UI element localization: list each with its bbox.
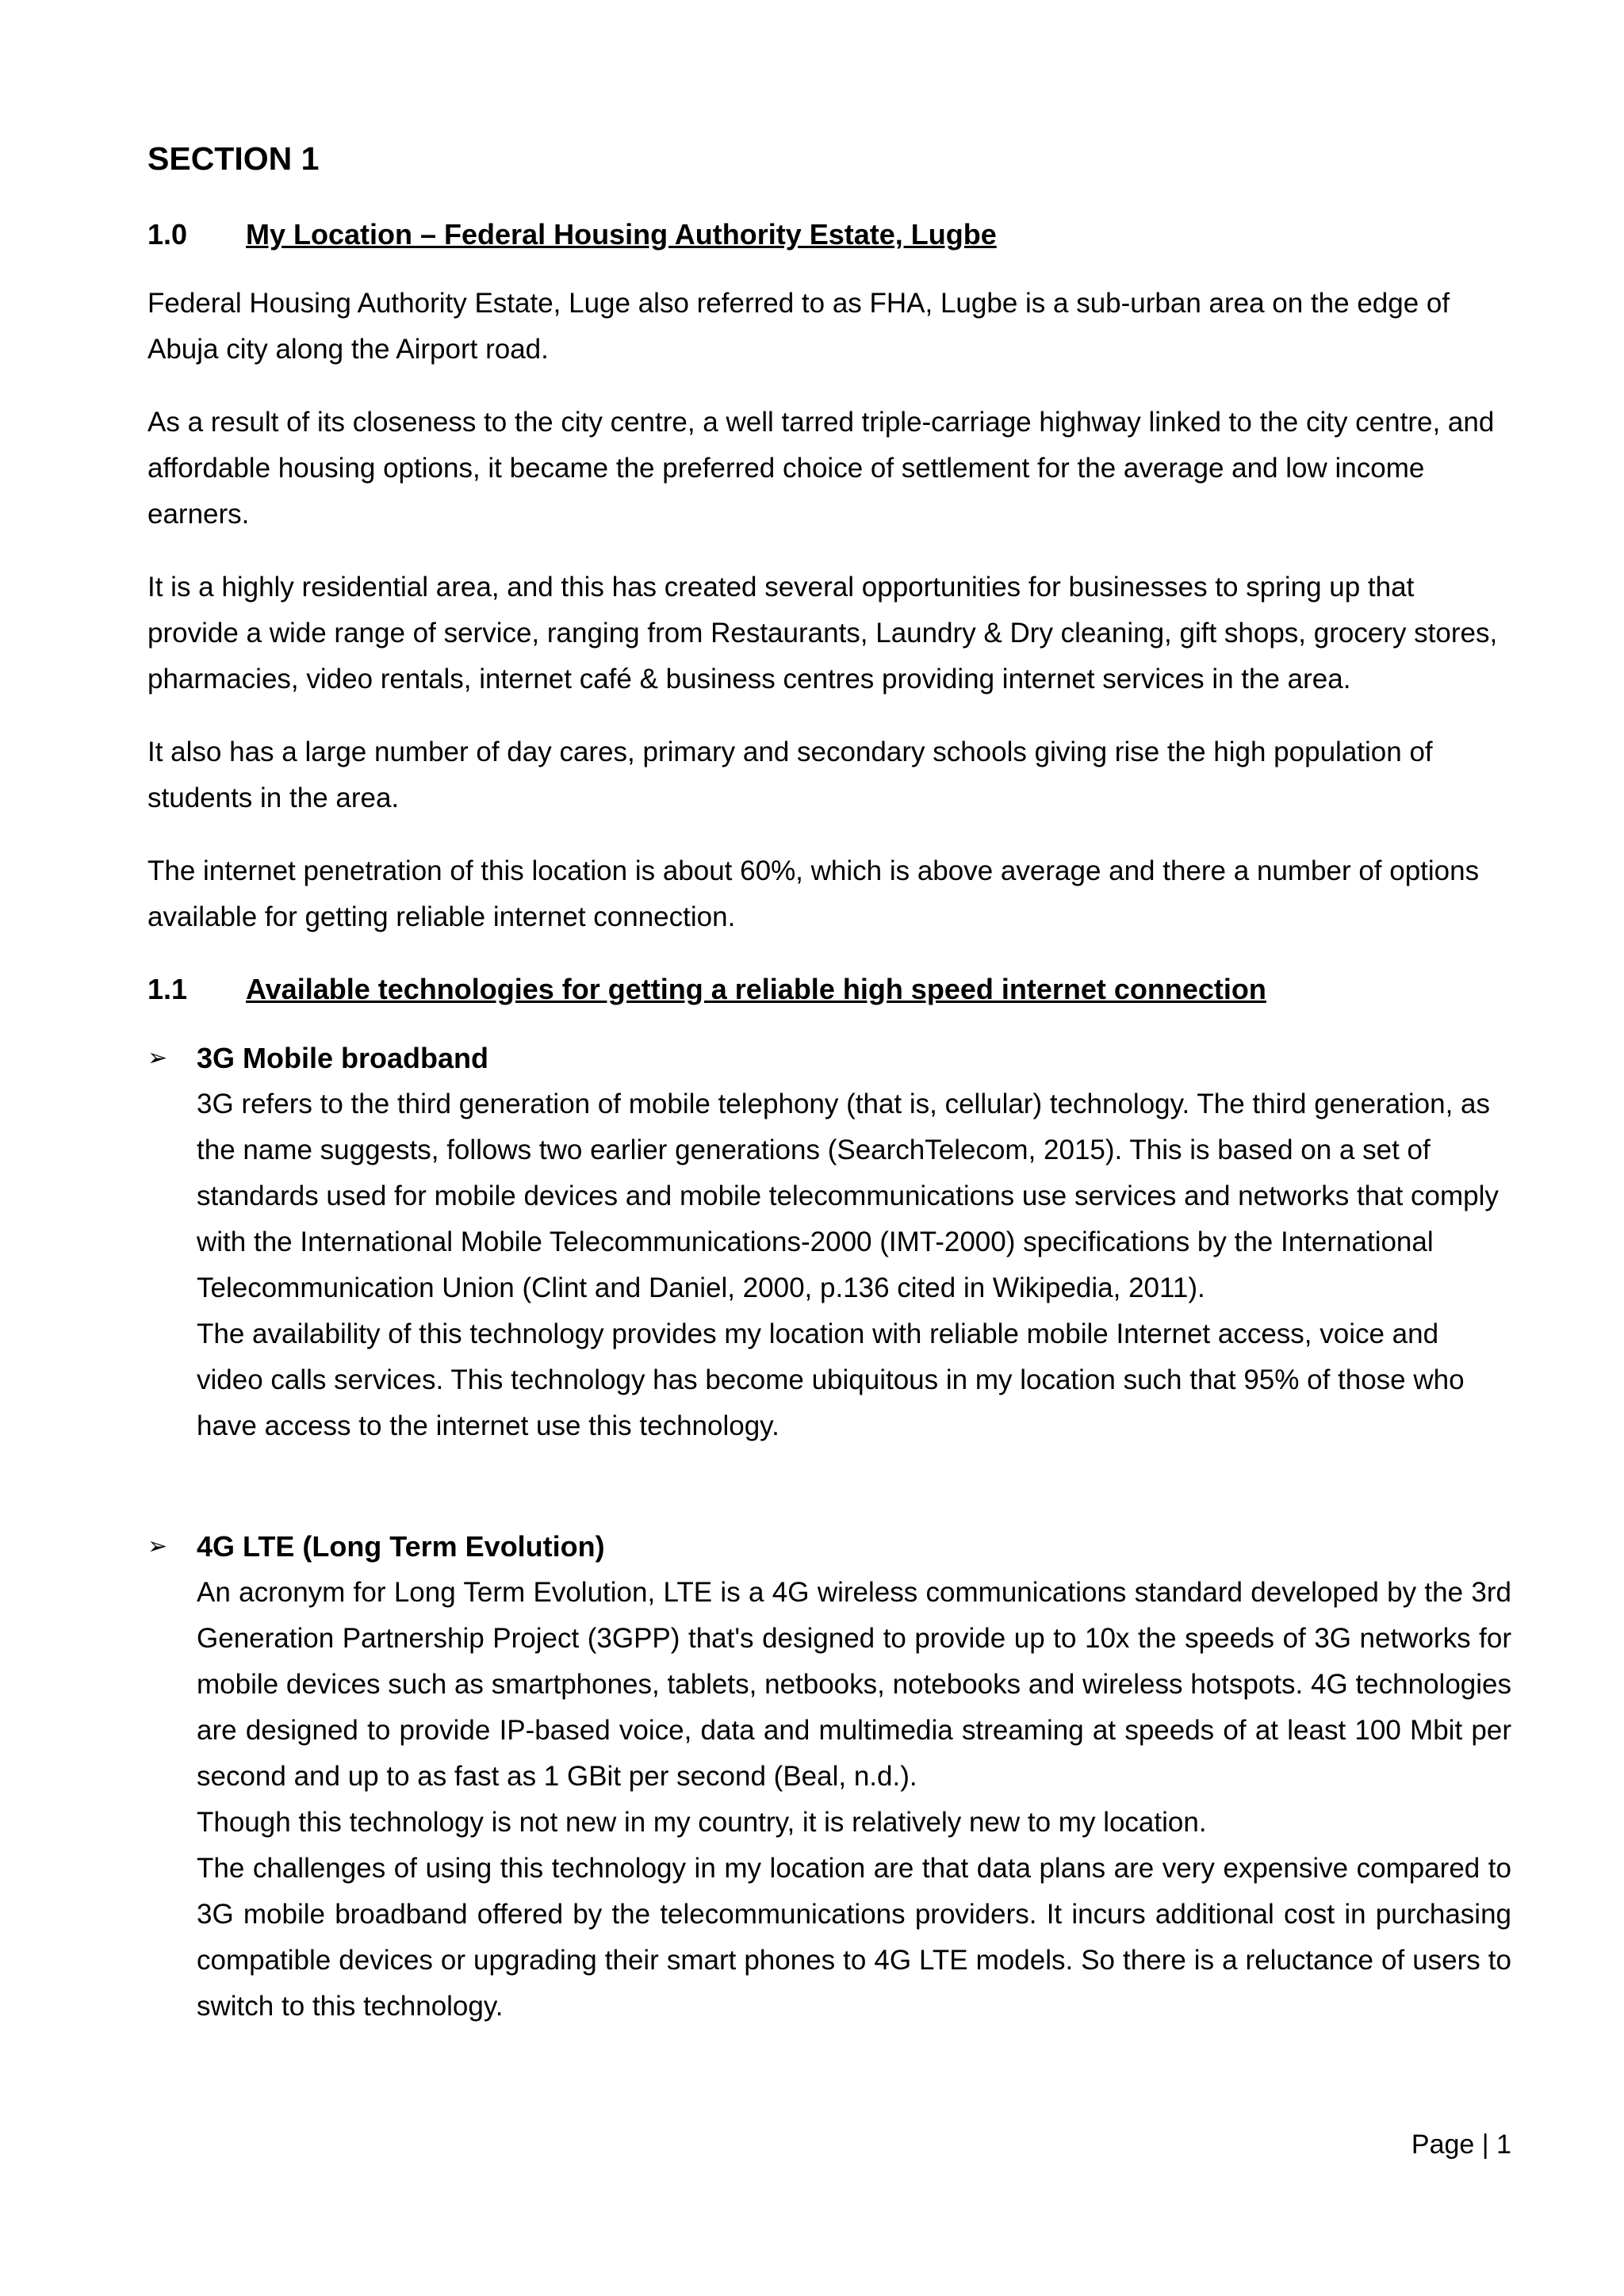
- paragraph-intro: Federal Housing Authority Estate, Luge also referred to as FHA, Lugbe is a sub-urban area on the edge of Abuja city along the Airport road.: [147, 288, 1450, 365]
- page-footer: [1411, 2125, 1511, 2164]
- bullet-title: 3G Mobile broadband: [197, 1042, 489, 1074]
- section-title: SECTION 1: [147, 140, 320, 177]
- heading-text: My Location – Federal Housing Authority Estate, Lugbe: [246, 218, 997, 251]
- paragraph-residential: It is a highly residential area, and this has created several opportunities for businesses to spring up that provide a wide range of service, ranging from Restaurants, Laundry & Dry cleaning, gift shops, grocery stores, pharmacies, video rentals, internet café & business centres providing internet services in the area.: [147, 572, 1498, 695]
- bullet-4g-lte: [147, 1524, 1511, 2030]
- bullet-paragraph: 3G refers to the third generation of mobile telephony (that is, cellular) technology. The third generation, as the name suggests, follows two earlier generations (SearchTelecom, 2015). This is based on a set of standards used for mobile devices and mobile telecommunications use services and networks that comply with the International Mobile Telecommunications-2000 (IMT-2000) specifications by the International Telecommunication Union (Clint and Daniel, 2000, p.136 cited in Wikipedia, 2011).: [197, 1089, 1499, 1303]
- bullet-paragraph: Though this technology is not new in my country, it is relatively new to my location.: [197, 1807, 1207, 1838]
- bullet-3g: [147, 1035, 1511, 1449]
- spacer: [147, 1476, 1511, 1524]
- page-number: 1: [1496, 2130, 1511, 2160]
- bullet-paragraph: The availability of this technology provides my location with reliable mobile Internet access, voice and video calls services. This technology has become ubiquitous in my location such that 95% of those who have access to the internet use this technology.: [197, 1318, 1465, 1441]
- page-label: Page: [1411, 2130, 1475, 2160]
- heading-1-0: [147, 212, 1511, 257]
- heading-number: 1.0: [147, 218, 188, 251]
- bullet-title: 4G LTE (Long Term Evolution): [197, 1530, 605, 1563]
- arrow-bullet-icon: ➢: [147, 1533, 168, 1559]
- bullet-paragraph: An acronym for Long Term Evolution, LTE is a 4G wireless communications standard developed by the 3rd Generation Partnership Project (3GPP) that's designed to provide up to 10x the speeds of 3G networks for mobile devices such as smartphones, tablets, netbooks, notebooks and wireless hotspots. 4G technologies are designed to provide IP-based voice, data and multimedia streaming at speeds of at least 100 Mbit per second and up to as fast as 1 GBit per second (Beal, n.d.).: [197, 1577, 1511, 1792]
- arrow-bullet-icon: ➢: [147, 1045, 168, 1071]
- heading-text: Available technologies for getting a reliable high speed internet connection: [246, 973, 1266, 1005]
- document-page: [147, 135, 1511, 2057]
- heading-number: 1.1: [147, 973, 188, 1005]
- page-separator: |: [1481, 2130, 1489, 2160]
- heading-1-1: [147, 967, 1511, 1012]
- bullet-paragraph: The challenges of using this technology in my location are that data plans are very expensive compared to 3G mobile broadband offered by the telecommunications providers. It incurs additional cost in purchasing compatible devices or upgrading their smart phones to 4G LTE models. So there is a reluctance of users to switch to this technology.: [197, 1853, 1511, 2022]
- paragraph-closeness: As a result of its closeness to the city centre, a well tarred triple-carriage highway linked to the city centre, and affordable housing options, it became the preferred choice of settlement for the average and low income earners.: [147, 407, 1495, 530]
- paragraph-penetration: The internet penetration of this location is about 60%, which is above average and there a number of options available for getting reliable internet connection.: [147, 855, 1480, 932]
- paragraph-schools: It also has a large number of day cares, primary and secondary schools giving rise the high population of students in the area.: [147, 737, 1433, 813]
